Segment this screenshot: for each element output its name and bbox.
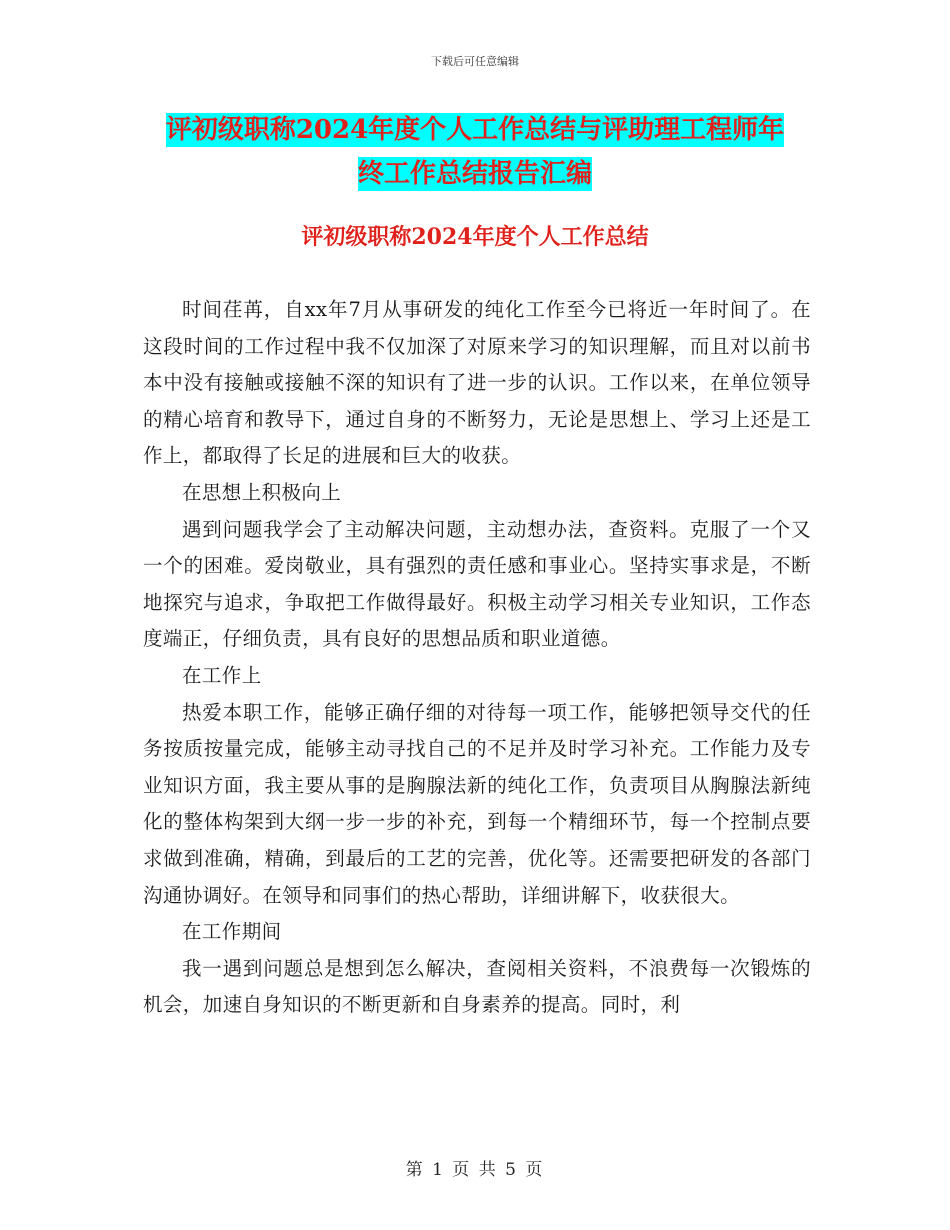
paragraph-heading: 在工作期间 (182, 920, 282, 944)
main-title-line-2-text: 终工作总结报告汇编 (357, 159, 592, 189)
paragraph-heading: 在思想上积极向上 (182, 480, 342, 504)
page-footer: 第 1 页 共 5 页 (405, 1160, 545, 1180)
paragraph: 我一遇到问题总是想到怎么解决，查阅相关资料，不浪费每一次锻炼的机会，加速自身知识的不断更新和自身素养的提高。同时，利 (143, 956, 811, 1017)
section-title: 评初级职称2024年度个人工作总结 (301, 224, 649, 250)
page-header: 下载后可任意编辑 (431, 55, 519, 68)
body-text (143, 292, 811, 1024)
paragraph-heading: 在工作上 (182, 663, 262, 687)
paragraph: 热爱本职工作，能够正确仔细的对待每一项工作，能够把领导交代的任务按质按量完成，能够主动寻找自己的不足并及时学习补充。工作能力及专业知识方面，我主要从事的是胸腺法新的纯化工作，负责项目从胸腺法新纯化的整体构架到大纲一步一步的补充，到每一个精细环节，每一个控制点要求做到准确，精确，到最后的工艺的完善，优化等。还需要把研发的各部门沟通协调好。在领导和同事们的热心帮助，详细讲解下，收获很大。 (143, 700, 811, 907)
main-title-line-1 (0, 110, 950, 150)
main-title-line-1-text: 评初级职称2024年度个人工作总结与评助理工程师年 (165, 115, 785, 145)
paragraph: 时间荏苒，自xx年7月从事研发的纯化工作至今已将近一年时间了。在这段时间的工作过程中我不仅加深了对原来学习的知识理解，而且对以前书本中没有接触或接触不深的知识有了进一步的认识。工作以来，在单位领导的精心培育和教导下，通过自身的不断努力，无论是思想上、学习上还是工作上，都取得了长足的进展和巨大的收获。 (143, 298, 811, 468)
main-title-line-2 (0, 154, 950, 194)
paragraph: 遇到问题我学会了主动解决问题，主动想办法，查资料。克服了一个又一个的困难。爱岗敬业，具有强烈的责任感和事业心。坚持实事求是，不断地探究与追求，争取把工作做得最好。积极主动学习相关专业知识，工作态度端正，仔细负责，具有良好的思想品质和职业道德。 (143, 517, 811, 651)
